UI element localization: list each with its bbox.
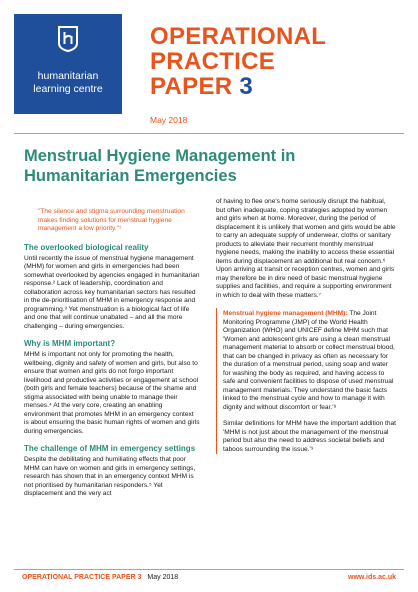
title-word-paper: PAPER [150,73,233,100]
article-headline: Menstrual Hygiene Management in Humanitarian Emergencies [24,147,296,185]
header-divider [14,133,404,134]
definition-text-additional: Similar definitions for MHM have the important addition that 'MHM is not just about the management of the menstrual period but also the need to address societal beliefs and taboos surrounding the issue.'⁹ [223,420,396,453]
definition-box [216,308,396,454]
hlc-logo [14,14,122,114]
left-column [24,208,200,507]
section-heading-challenge: The challenge of MHM in emergency settings [24,444,196,453]
humanitarian-h-shield-icon [57,26,79,52]
logo-text-line2: learning centre [33,83,103,95]
section-text-overlooked: Until recently the issue of menstrual hygiene management (MHM) for women and girls in emergencies had been somewhat overlooked by agencies engaged in humanitarian response.² Lack of leadership, coordination and collaboration across key humanitarian sectors has resulted in the de-prioritisation of MHM in emergency response and programming.³ Yet menstruation is a biological fact of life and one that will continue unabated – and all the more challenging – during emergencies. [24,254,200,330]
paper-date: May 2018 [150,115,188,125]
section-text-why-important: MHM is important not only for promoting the health, wellbeing, dignity and safety of women and girls, but also to ensure that women and girls do not forgo important livelihood and productive activities or engagement at school (both girls and female teachers) because of the shame and stigma associated with being unable to manage their menses.⁴ At the very core, creating an enabling environment that promotes MHM in an emergency context is about ensuring the basic human rights of women and girls during emergencies. [24,351,200,435]
footer-divider [14,569,404,570]
definition-text: The Joint Monitoring Programme (JMP) of the World Health Organization (WHO) and UNICEF define MHM such that 'Women and adolescent girls are using a clean menstrual management material to absorb or collect menstrual blood, that can be changed in privacy as often as necessary for the duration of a menstrual period, using soap and water for washing the body as required, and having access to safe and convenient facilities to dispose of used menstrual management materials. They understand the basic facts linked to the menstrual cycle and how to manage it with dignity and without discomfort or fear.'⁸ [223,310,395,411]
section-text-challenge: Despite the debilitating and humiliating effects that poor MHM can have on women and girls in emergency settings, research has shown that in an emergency context MHM is not prioritised by humanitarian responders.⁵ Yet displacement and the very act [24,456,196,497]
logo-text-line1: humanitarian [37,70,99,82]
definition-paragraph [223,310,396,412]
footer-paper-title: OPERATIONAL PRACTICE PAPER 3 [22,574,142,581]
footer-date: May 2018 [147,574,179,581]
title-line1: OPERATIONAL [150,23,327,50]
page-footer [22,574,396,581]
right-column-text: of having to flee one's home seriously disrupt the habitual, but often inadequate, coping strategies adopted by women and girls when at home. Moreover, during the period of displacement it is unlikely that women and girls would be able to carry an adequate supply of underwear, cloths or sanitary products to alleviate their recurrent monthly menstrual hygiene needs, making the inability to access these essential items during displacement an additional but real concern.⁶ Upon arriving at transit or reception centres, women and girls may therefore be in dire need of basic menstrual hygiene supplies and facilities, and require a supporting environment in which to deal with these matters.⁷ [216,198,396,299]
section-heading-overlooked: The overlooked biological reality [24,242,149,252]
right-column [216,198,396,462]
paper-title [150,24,326,99]
title-number: 3 [239,73,254,100]
definition-heading: Menstrual hygiene management (MHM): [223,310,348,317]
section-heading-why-important: Why is MHM important? [24,339,116,348]
pull-quote: "The silence and stigma surrounding menstruation makes finding solutions for menstrual hygiene management a low priority."¹ [38,208,185,232]
title-line2: PRACTICE [150,48,276,75]
title-line3 [150,74,326,99]
footer-website-link[interactable]: www.ids.ac.uk [348,574,396,581]
